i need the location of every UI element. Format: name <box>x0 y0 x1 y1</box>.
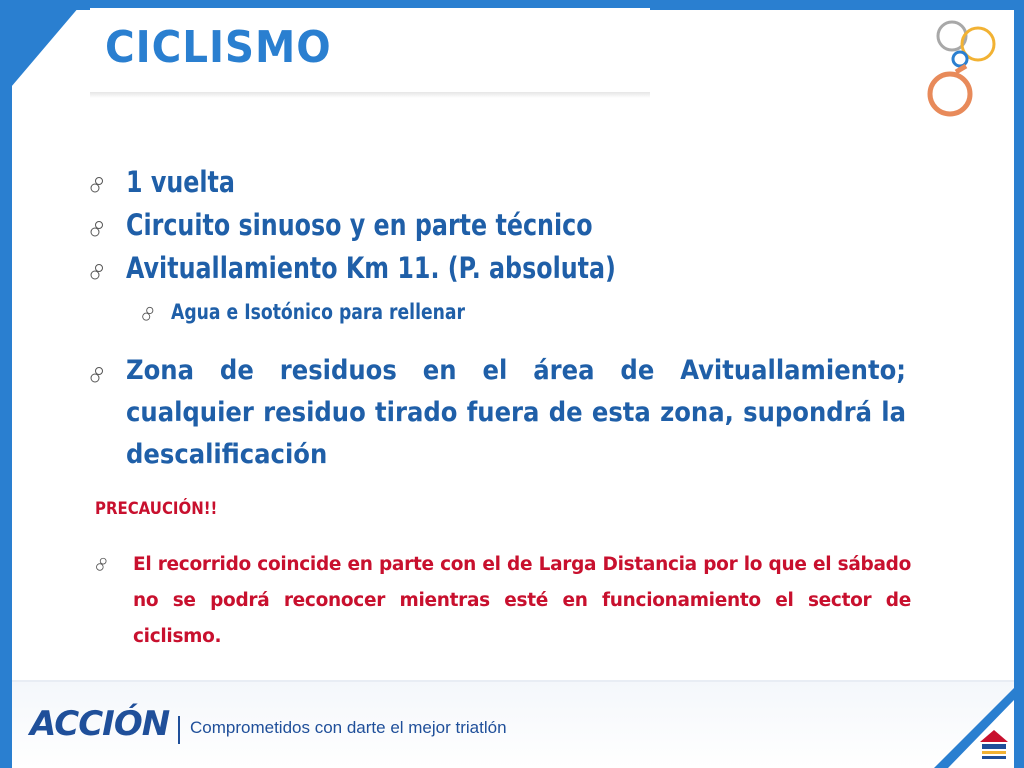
slide-title: CICLISMO <box>105 22 332 73</box>
bullet-item-3: Avituallamiento Km 11. (P. absoluta) <box>126 251 616 285</box>
brand-logo: ACCIÓN <box>30 704 170 744</box>
ring-bullet-icon <box>88 176 106 194</box>
ring-bullet-icon <box>88 220 106 238</box>
sub-bullet-item: Agua e Isotónico para rellenar <box>171 300 466 324</box>
frame-left-border <box>0 0 12 768</box>
footer-divider <box>12 680 1014 682</box>
rings-logo-icon <box>920 14 1010 124</box>
ring-bullet-icon <box>88 263 106 281</box>
bullet-item-2: Circuito sinuoso y en parte técnico <box>126 208 593 242</box>
bullet-item-1: 1 vuelta <box>126 165 235 199</box>
footer-slogan: Comprometidos con darte el mejor triatlón <box>190 718 507 737</box>
triathlon-badge-icon <box>978 728 1010 764</box>
footer-separator <box>178 716 180 744</box>
caution-paragraph: El recorrido coincide en parte con el de Larga Distancia por lo que el sábado no se podrá reconocer mientras esté en funcionamiento el sector de ciclismo. <box>133 554 911 647</box>
corner-top-left-decoration <box>0 0 85 100</box>
ring-bullet-icon <box>94 557 109 572</box>
ring-bullet-icon <box>140 306 156 322</box>
caution-heading: PRECAUCIÓN!! <box>95 499 218 519</box>
title-shadow <box>90 92 650 98</box>
zona-residuos-paragraph: Zona de residuos en el área de Avituallamiento; cualquier residuo tirado fuera de esta zona, supondrá la descalificación <box>126 355 906 470</box>
ring-bullet-icon <box>88 366 106 384</box>
frame-right-border <box>1014 0 1024 768</box>
